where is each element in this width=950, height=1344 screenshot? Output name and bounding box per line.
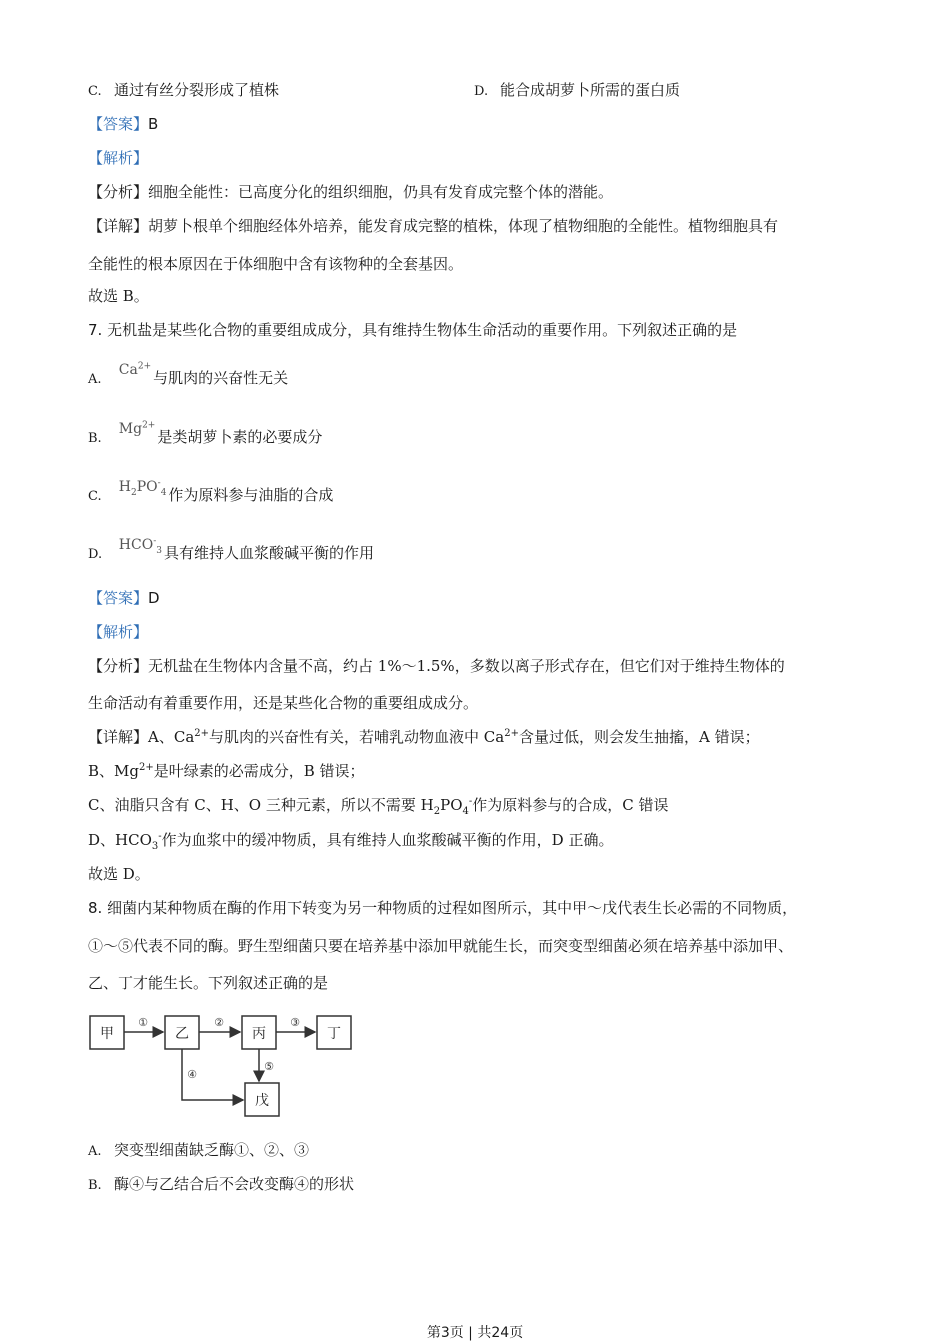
detail-text: 胡萝卜根单个细胞经体外培养，能发育成完整的植株，体现了植物细胞的全能性。植物细胞具有 [148,217,779,235]
question-text: 无机盐是某些化合物的重要组成成分，具有维持生物体生命活动的重要作用。下列叙述正确的是 [107,321,738,339]
option-text: 作为原料参与油脂的合成 [168,486,334,504]
q7-option-a [88,361,289,390]
answer-tag: 【答案】 [88,115,149,133]
q8-stem-line-2: ①～⑤代表不同的酶。野生型细菌只要在培养基中添加甲就能生长，而突变型细菌必须在培养基中添加甲、 [88,937,794,955]
q7-detail-c: C、油脂只含有 C、H、O 三种元素，所以不需要 $H_2PO_4^-$作为原料参与的合成，C 错误 [88,796,669,817]
question-number: 8. [88,899,103,917]
option-label: D. [88,547,103,562]
q6-option-d [474,80,680,102]
fenxi-text: 无机盐在生物体内含量不高，约占 1%～1.5%，多数以离子形式存在，但它们对于维持生物体的 [148,657,785,675]
fenxi-tag: 【分析】 [88,657,149,675]
option-text: 通过有丝分裂形成了植株 [114,81,280,99]
q6-detail-line-2: 全能性的根本原因在于体细胞中含有该物种的全套基因。 [88,255,464,273]
question-text: 细菌内某种物质在酶的作用下转变为另一种物质的过程如图所示，其中甲～戊代表生长必需的不同物质， [107,899,798,917]
enzyme-2-label: ② [214,1016,224,1029]
q7-detail-b: B、$Mg^{2+}$是叶绿素的必需成分，B 错误； [88,762,365,780]
page-footer: 第3页 | 共24页 [426,1325,524,1341]
magnesium-ion-formula: $Mg^{2+}$ [118,420,156,437]
q7-fenxi-line-2: 生命活动有着重要作用，还是某些化合物的重要组成成分。 [88,694,479,712]
answer-value: B [148,115,159,133]
bicarbonate-ion-formula: $HCO^-_3$ [118,536,162,556]
answer-tag: 【答案】 [88,589,149,607]
q6-detail-line-1 [88,216,778,236]
enzyme-1-label: ① [138,1016,148,1029]
q7-detail-a: 【详解】A、$Ca^{2+}$与肌肉的兴奋性有关，若哺乳动物血液中 $Ca^{2+}$含量过低，则会发生抽搐，A 错误； [88,728,760,746]
enzyme-5-label: ⑤ [264,1060,274,1073]
option-text: 突变型细菌缺乏酶①、②、③ [114,1141,310,1159]
fenxi-tag: 【分析】 [88,183,149,201]
detail-tag: 【详解】 [88,217,149,235]
option-label: A. [88,1144,102,1159]
page-number: 3 [440,1325,450,1341]
option-label: B. [88,431,102,446]
label-wu: 戊 [255,1093,269,1109]
q8-option-a [88,1140,309,1162]
q7-option-d [88,536,374,565]
label-bing: 丙 [252,1026,266,1042]
q7-conclusion: 故选 D。 [88,865,150,883]
q6-option-c [88,80,279,102]
option-text: 能合成胡萝卜所需的蛋白质 [500,81,681,99]
enzyme-4-label: ④ [187,1068,197,1081]
question-number: 7. [88,321,103,339]
option-text: 与肌肉的兴奋性无关 [153,369,289,387]
q6-conclusion: 故选 B。 [88,287,149,305]
enzyme-pathway-diagram [88,1010,358,1122]
q8-stem-line-3: 乙、丁才能生长。下列叙述正确的是 [88,974,329,992]
q7-option-b [88,420,323,449]
q7-answer [88,588,160,608]
option-label: C. [88,84,102,99]
option-label: A. [88,372,102,387]
total-pages: 24 [491,1325,510,1341]
q7-detail-d: D、$HCO_3^-$作为血浆中的缓冲物质，具有维持人血浆酸碱平衡的作用，D 正确。 [88,831,614,852]
detail-tag: 【详解】 [88,728,149,746]
answer-value: D [148,589,160,607]
q8-stem-line-1 [88,898,797,918]
label-jia: 甲 [100,1026,114,1042]
q7-fenxi-line-1 [88,656,785,676]
q7-option-c [88,478,334,507]
label-yi: 乙 [175,1026,189,1042]
option-text: 是类胡萝卜素的必要成分 [157,428,323,446]
option-label: B. [88,1178,102,1193]
q7-stem [88,320,737,340]
q7-analysis-tag: 【解析】 [88,623,149,641]
calcium-ion-formula: $Ca^{2+}$ [118,361,152,378]
option-label: D. [474,84,489,99]
option-text: 具有维持人血浆酸碱平衡的作用 [163,544,374,562]
label-ding: 丁 [327,1026,341,1042]
q6-answer [88,114,158,134]
fenxi-text: 细胞全能性：已高度分化的组织细胞，仍具有发育成完整个体的潜能。 [148,183,614,201]
q8-option-b [88,1174,354,1196]
phosphate-ion-formula: $H_2PO^-_4$ [118,478,167,498]
option-text: 酶④与乙结合后不会改变酶④的形状 [114,1175,355,1193]
q6-analysis-tag: 【解析】 [88,149,149,167]
q6-fenxi [88,182,613,202]
enzyme-3-label: ③ [290,1016,300,1029]
option-label: C. [88,489,102,504]
